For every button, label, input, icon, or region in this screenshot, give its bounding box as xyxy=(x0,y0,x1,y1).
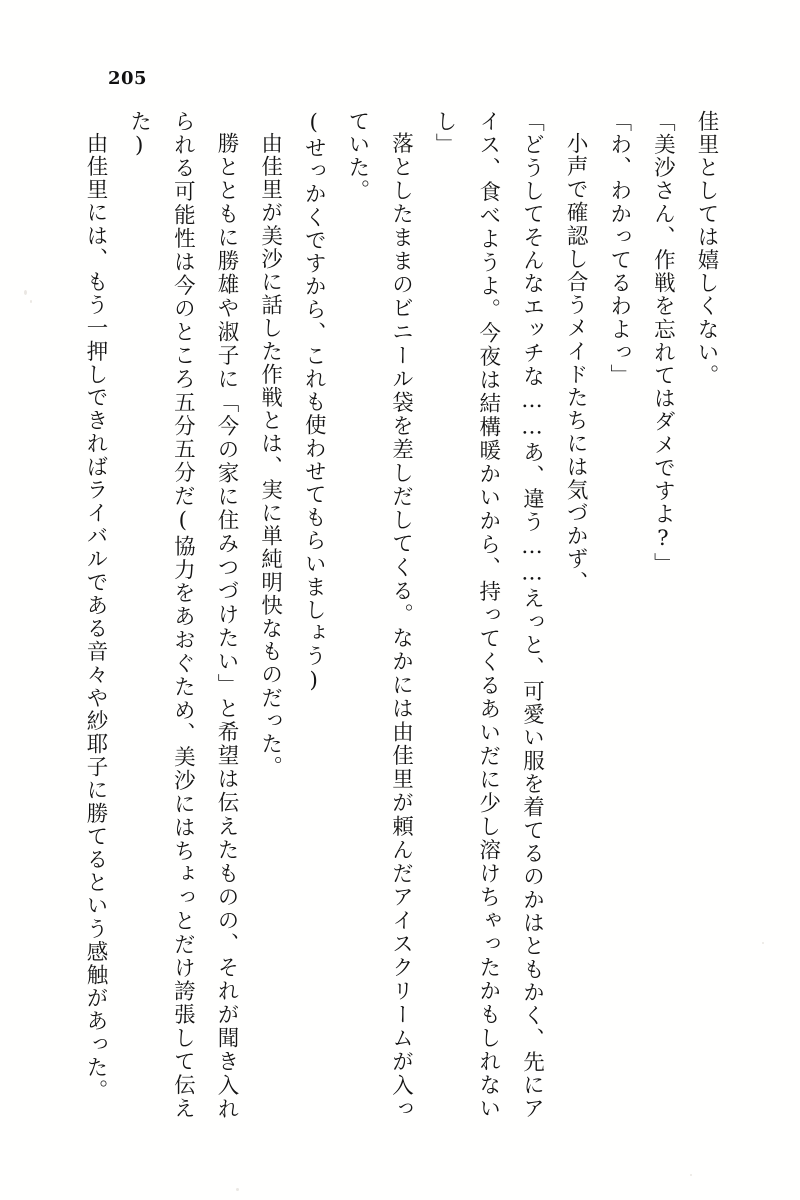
paragraph: 「どうしてそんなエッチな……あ、違う……えっと、可愛い服を着てるのかはともかく、先にアイス、食べようよ。今夜は結構暖かいから、持ってくるあいだに少し溶けちゃったかもしれないし」 xyxy=(432,110,545,1120)
paragraph: 「わ、わかってるわよっ」 xyxy=(606,110,632,388)
paper-speck xyxy=(24,290,27,295)
paragraph: 佳里としては嬉しくない。 xyxy=(694,110,719,388)
body-text xyxy=(83,110,728,1120)
paragraph: (せっかくですから、これも使わせてもらいましょう) xyxy=(301,110,327,695)
paper-speck xyxy=(762,942,764,944)
paragraph: 勝とともに勝雄や淑子に「今の家に住みつづけたい」と希望は伝えたものの、それが聞き入れられる可能性は今のところ五分五分だ(協力をあおぐため、美沙にはちょっとだけ誇張して伝えた) xyxy=(126,110,239,1120)
paragraph: 小声で確認し合うメイドたちには気づかず、 xyxy=(563,131,589,594)
paragraph: 由佳里が美沙に話した作戦とは、実に単純明快なものだった。 xyxy=(257,131,283,779)
paper-speck xyxy=(236,1188,239,1191)
paragraph: 「美沙さん、作戦を忘れてはダメですよ?」 xyxy=(650,110,676,576)
paragraph: 由佳里には、もう一押しできればライバルである音々や紗耶子に勝てるという感触があった。 xyxy=(83,131,109,1102)
paragraph: 落としたままのビニール袋を差しだしてくる。なかには由佳里が頼んだアイスクリームが入っていた。 xyxy=(344,110,414,1120)
paper-speck xyxy=(30,300,32,303)
page-number: 205 xyxy=(108,68,148,89)
paper-speck xyxy=(690,1174,692,1176)
